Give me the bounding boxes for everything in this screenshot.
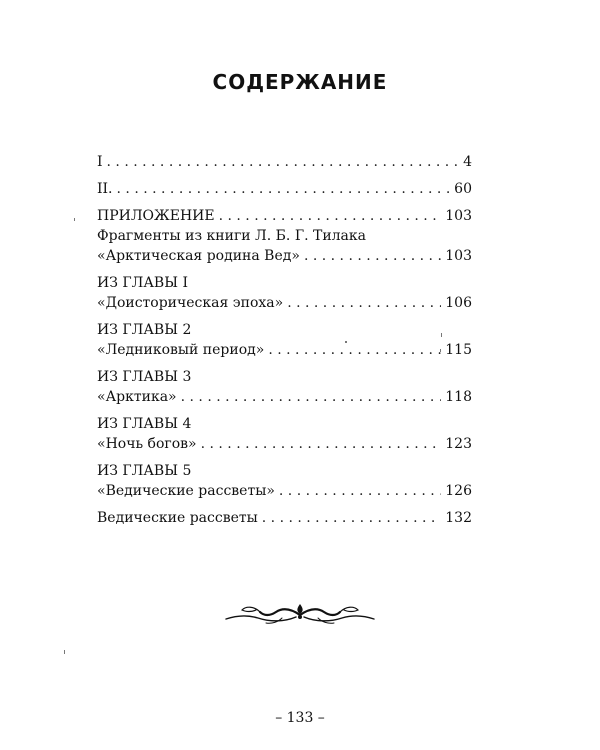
toc-page-number: 106 xyxy=(445,295,472,311)
toc-page-number: 60 xyxy=(454,181,472,197)
toc-entry-heading: ИЗ ГЛАВЫ 2 xyxy=(97,322,192,338)
toc-page-number: 103 xyxy=(445,248,472,264)
leader-dots xyxy=(287,293,441,313)
toc-entry-label: «Доисторическая эпоха» xyxy=(97,295,284,311)
table-of-contents xyxy=(97,152,472,528)
toc-entry-label: «Арктика» xyxy=(97,389,177,405)
toc-entry-heading: ИЗ ГЛАВЫ I xyxy=(97,275,188,291)
toc-entry-heading: ИЗ ГЛАВЫ 4 xyxy=(97,416,192,432)
toc-page-number: 126 xyxy=(445,483,472,499)
toc-page-number: 103 xyxy=(445,208,472,224)
toc-entry xyxy=(97,387,472,407)
toc-page-number: 123 xyxy=(445,436,472,452)
toc-entry-label: I xyxy=(97,154,103,170)
leader-dots xyxy=(181,387,442,407)
toc-page-number: 4 xyxy=(463,154,472,170)
page-number: – 133 – xyxy=(275,710,325,726)
leader-dots xyxy=(219,206,442,226)
toc-entry xyxy=(97,434,472,454)
toc-entry-heading: Фрагменты из книги Л. Б. Г. Тилака xyxy=(97,228,367,244)
toc-page-number: 115 xyxy=(445,342,472,358)
leader-dots xyxy=(107,152,460,172)
toc-entry xyxy=(97,293,472,313)
toc-entry xyxy=(97,246,472,266)
toc-entry xyxy=(97,481,472,501)
toc-entry xyxy=(97,206,472,226)
page-title: СОДЕРЖАНИЕ xyxy=(212,70,388,94)
leader-dots xyxy=(279,481,441,501)
toc-entry-label: II. xyxy=(97,181,113,197)
toc-entry xyxy=(97,152,472,172)
toc-entry-heading: ИЗ ГЛАВЫ 5 xyxy=(97,463,192,479)
leader-dots xyxy=(201,434,442,454)
toc-entry-label: «Ледниковый период» xyxy=(97,342,265,358)
toc-entry-label: ПРИЛОЖЕНИЕ xyxy=(97,208,215,224)
decorative-flourish-icon xyxy=(220,598,380,628)
toc-entry xyxy=(97,179,472,199)
toc-entry xyxy=(97,340,472,360)
leader-dots xyxy=(268,340,441,360)
toc-entry xyxy=(97,508,472,528)
toc-entry-label: «Арктическая родина Вед» xyxy=(97,248,300,264)
leader-dots xyxy=(304,246,441,266)
leader-dots xyxy=(117,179,451,199)
toc-entry-label: Ведические рассветы xyxy=(97,510,258,526)
toc-page-number: 132 xyxy=(445,510,472,526)
toc-entry-label: «Ведические рассветы» xyxy=(97,483,275,499)
toc-page-number: 118 xyxy=(445,389,472,405)
leader-dots xyxy=(262,508,441,528)
toc-entry-heading: ИЗ ГЛАВЫ 3 xyxy=(97,369,192,385)
toc-entry-label: «Ночь богов» xyxy=(97,436,197,452)
